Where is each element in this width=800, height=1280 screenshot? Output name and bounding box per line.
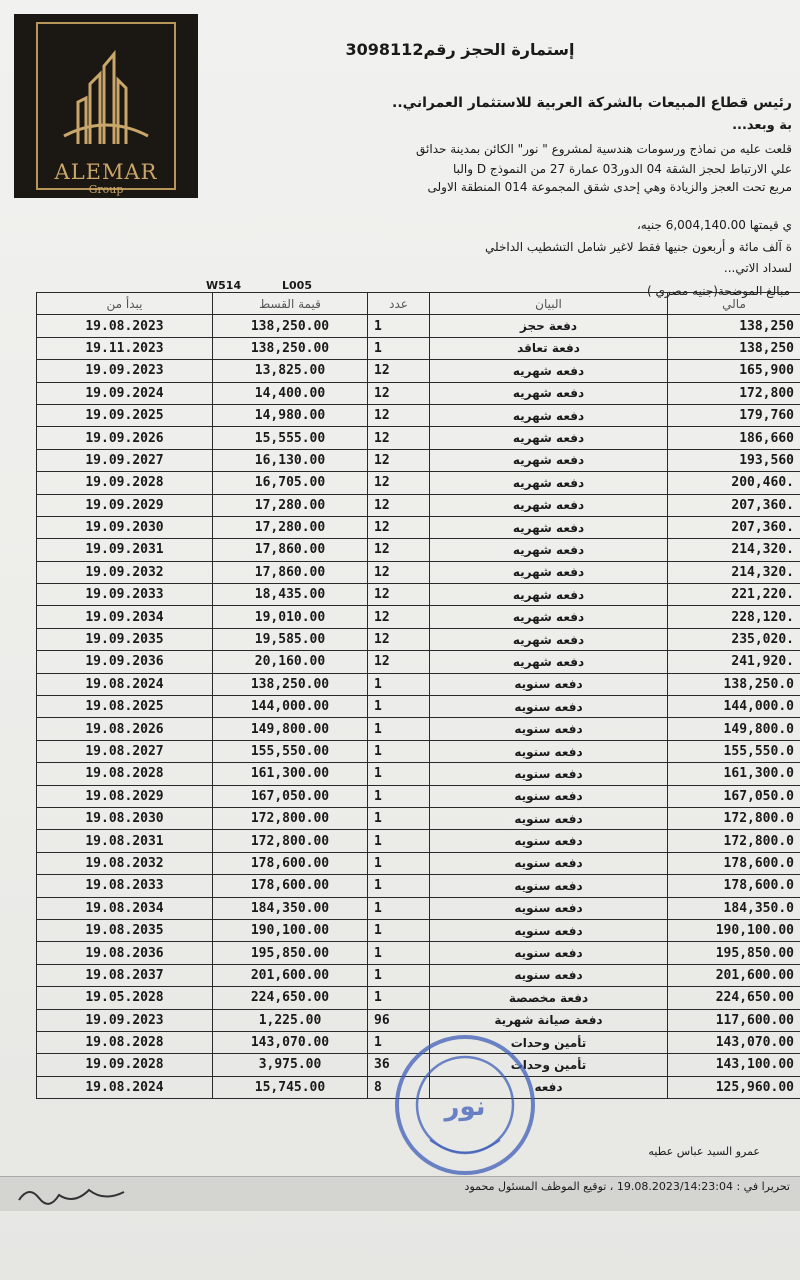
cell-statement: دفعه سنويه: [430, 763, 668, 785]
cell-total: 138,250: [668, 315, 800, 337]
cell-count: 12: [368, 427, 430, 449]
cell-count: 1: [368, 875, 430, 897]
cell-count: 1: [368, 785, 430, 807]
cell-statement: دفعه شهريه: [430, 516, 668, 538]
cell-installment: 224,650.00: [213, 987, 368, 1009]
cell-count: 96: [368, 1009, 430, 1031]
table-row: [37, 561, 800, 583]
cell-statement: دفعه شهريه: [430, 382, 668, 404]
cell-statement: دفعه شهريه: [430, 628, 668, 650]
cell-total: 221,220.: [668, 584, 800, 606]
cell-statement: دفعة صيانة شهرية: [430, 1009, 668, 1031]
cell-statement: دفعه سنويه: [430, 807, 668, 829]
cell-total: 228,120.: [668, 606, 800, 628]
table-row: [37, 651, 800, 673]
cell-statement: دفعه سنويه: [430, 830, 668, 852]
table-row: [37, 427, 800, 449]
cell-total: 138,250.0: [668, 673, 800, 695]
cell-total: 178,600.0: [668, 852, 800, 874]
cell-installment: 3,975.00: [213, 1054, 368, 1076]
cell-installment: 15,745.00: [213, 1076, 368, 1098]
col-header-installment: قيمة القسط: [213, 293, 368, 315]
cell-date: 19.09.2033: [37, 584, 213, 606]
cell-date: 19.09.2032: [37, 561, 213, 583]
header-line-3: قلعت عليه من نماذج ورسومات هندسية لمشروع " نور" الكائن بمدينة حدائق: [416, 142, 792, 156]
cell-statement: تأمين وحدات: [430, 1054, 668, 1076]
stamp-text: نور: [444, 1092, 486, 1122]
cell-total: 195,850.00: [668, 942, 800, 964]
table-row: [37, 942, 800, 964]
cell-statement: دفعه شهريه: [430, 449, 668, 471]
cell-date: 19.09.2031: [37, 539, 213, 561]
cell-count: 1: [368, 1031, 430, 1053]
cell-installment: 201,600.00: [213, 964, 368, 986]
cell-total: 149,800.0: [668, 718, 800, 740]
cell-installment: 1,225.00: [213, 1009, 368, 1031]
price-line-3: لسداد الاتي...: [723, 261, 792, 275]
cell-date: 19.09.2028: [37, 1054, 213, 1076]
table-row: [37, 360, 800, 382]
cell-count: 1: [368, 964, 430, 986]
cell-date: 19.08.2024: [37, 673, 213, 695]
cell-total: 125,960.00: [668, 1076, 800, 1098]
cell-date: 19.08.2024: [37, 1076, 213, 1098]
cell-date: 19.09.2023: [37, 360, 213, 382]
cell-statement: دفعه شهريه: [430, 360, 668, 382]
cell-date: 19.09.2034: [37, 606, 213, 628]
cell-date: 19.08.2032: [37, 852, 213, 874]
cell-statement: دفعه سنويه: [430, 919, 668, 941]
cell-count: 12: [368, 651, 430, 673]
cell-statement: دفعه شهريه: [430, 539, 668, 561]
cell-date: 19.08.2034: [37, 897, 213, 919]
cell-statement: دفعه سنويه: [430, 740, 668, 762]
cell-installment: 138,250.00: [213, 673, 368, 695]
cell-date: 19.08.2025: [37, 696, 213, 718]
cell-date: 19.09.2026: [37, 427, 213, 449]
col-header-count: عدد: [368, 293, 430, 315]
cell-total: 143,100.00: [668, 1054, 800, 1076]
cell-count: 1: [368, 696, 430, 718]
cell-total: 235,020.: [668, 628, 800, 650]
cell-installment: 19,010.00: [213, 606, 368, 628]
cell-date: 19.09.2029: [37, 494, 213, 516]
cell-statement: دفعه سنويه: [430, 785, 668, 807]
cell-count: 36: [368, 1054, 430, 1076]
cell-total: 190,100.00: [668, 919, 800, 941]
cell-installment: 14,980.00: [213, 404, 368, 426]
table-row: [37, 785, 800, 807]
price-line-1: ي قيمتها 6,004,140.00 جنيه،: [636, 218, 792, 232]
cell-total: 193,560: [668, 449, 800, 471]
cell-installment: 138,250.00: [213, 337, 368, 359]
cell-count: 1: [368, 852, 430, 874]
cell-installment: 161,300.00: [213, 763, 368, 785]
cell-installment: 15,555.00: [213, 427, 368, 449]
table-row: [37, 696, 800, 718]
cell-date: 19.08.2035: [37, 919, 213, 941]
table-row: [37, 584, 800, 606]
cell-statement: دفعه شهريه: [430, 561, 668, 583]
table-row: [37, 852, 800, 874]
cell-count: 12: [368, 628, 430, 650]
cell-count: 12: [368, 516, 430, 538]
cell-installment: 16,130.00: [213, 449, 368, 471]
alemar-logo: [14, 14, 198, 198]
cell-total: 161,300.0: [668, 763, 800, 785]
cell-count: 1: [368, 897, 430, 919]
cell-count: 1: [368, 740, 430, 762]
cell-count: 1: [368, 987, 430, 1009]
table-row: [37, 606, 800, 628]
cell-installment: 184,350.00: [213, 897, 368, 919]
cell-count: 12: [368, 472, 430, 494]
cell-statement: دفعه شهريه: [430, 404, 668, 426]
price-line-2: ة آلف مائة و أربعون جنيها فقط لاغير شامل التشطيب الداخلي: [485, 240, 792, 254]
table-row: [37, 539, 800, 561]
cell-statement: دفعه سنويه: [430, 875, 668, 897]
table-row: [37, 897, 800, 919]
cell-date: 19.11.2023: [37, 337, 213, 359]
table-row: [37, 673, 800, 695]
level-code: L005: [282, 279, 312, 292]
table-row: [37, 919, 800, 941]
cell-date: 19.08.2036: [37, 942, 213, 964]
form-title: إستمارة الحجز رقم3098112: [345, 40, 575, 59]
cell-count: 1: [368, 807, 430, 829]
cell-total: 224,650.00: [668, 987, 800, 1009]
brand-sub: Group: [88, 183, 124, 196]
employee-signature-name: عمرو السيد عباس عطيه: [648, 1145, 760, 1158]
cell-total: 172,800.0: [668, 807, 800, 829]
cell-total: 207,360.: [668, 516, 800, 538]
cell-installment: 17,280.00: [213, 494, 368, 516]
col-header-total: مالي: [668, 293, 800, 315]
cell-count: 1: [368, 718, 430, 740]
cell-total: 207,360.: [668, 494, 800, 516]
cell-count: 1: [368, 315, 430, 337]
cell-date: 19.08.2033: [37, 875, 213, 897]
cell-installment: 143,070.00: [213, 1031, 368, 1053]
cell-count: 1: [368, 337, 430, 359]
cell-total: 172,800.0: [668, 830, 800, 852]
cell-installment: 138,250.00: [213, 315, 368, 337]
table-row: [37, 337, 800, 359]
cell-count: 1: [368, 763, 430, 785]
header-line-2: بة وبعد...: [732, 118, 792, 133]
cell-count: 8: [368, 1076, 430, 1098]
cell-total: 138,250: [668, 337, 800, 359]
cell-count: 12: [368, 382, 430, 404]
col-header-statement: البيان: [430, 293, 668, 315]
table-row: [37, 516, 800, 538]
cell-statement: دفعه شهريه: [430, 494, 668, 516]
header-line-5: مربع تحت العجز والزيادة وهي إحدى شقق المجموعة 014 المنطقة الاولى: [427, 180, 792, 194]
cell-date: 19.08.2029: [37, 785, 213, 807]
cell-statement: دفعه سنويه: [430, 942, 668, 964]
cell-total: 214,320.: [668, 561, 800, 583]
col-header-date: يبدأ من: [37, 293, 213, 315]
cell-total: 165,900: [668, 360, 800, 382]
table-row: [37, 404, 800, 426]
cell-date: 19.09.2027: [37, 449, 213, 471]
cell-statement: دفعه سنويه: [430, 897, 668, 919]
cell-installment: 16,705.00: [213, 472, 368, 494]
cell-installment: 20,160.00: [213, 651, 368, 673]
cell-count: 12: [368, 561, 430, 583]
skyline-icon: [60, 44, 152, 154]
cell-statement: دفعه سنويه: [430, 718, 668, 740]
cell-statement: دفعه سنويه: [430, 673, 668, 695]
cell-total: 144,000.0: [668, 696, 800, 718]
cell-count: 1: [368, 830, 430, 852]
table-row: [37, 1009, 800, 1031]
brand-name: ALEMAR: [54, 160, 158, 184]
table-row: [37, 875, 800, 897]
cell-installment: 14,400.00: [213, 382, 368, 404]
cell-statement: دفعه سنويه: [430, 964, 668, 986]
cell-installment: 195,850.00: [213, 942, 368, 964]
cell-total: 172,800: [668, 382, 800, 404]
cell-total: 241,920.: [668, 651, 800, 673]
table-row: [37, 472, 800, 494]
cell-date: 19.09.2035: [37, 628, 213, 650]
cell-date: 19.08.2037: [37, 964, 213, 986]
cell-statement: دفعة حجز: [430, 315, 668, 337]
table-body: [37, 315, 800, 1099]
cell-total: 186,660: [668, 427, 800, 449]
cell-date: 19.05.2028: [37, 987, 213, 1009]
table-row: [37, 807, 800, 829]
cell-count: 12: [368, 539, 430, 561]
table-row: [37, 830, 800, 852]
cell-installment: 190,100.00: [213, 919, 368, 941]
cell-total: 178,600.0: [668, 875, 800, 897]
cell-count: 1: [368, 919, 430, 941]
cell-date: 19.09.2023: [37, 1009, 213, 1031]
cell-count: 12: [368, 606, 430, 628]
cell-count: 12: [368, 360, 430, 382]
cell-statement: تأمين وحدات: [430, 1031, 668, 1053]
cell-total: 155,550.0: [668, 740, 800, 762]
cell-installment: 167,050.00: [213, 785, 368, 807]
cell-statement: دفعه شهريه: [430, 472, 668, 494]
table-row: [37, 382, 800, 404]
cell-total: 167,050.0: [668, 785, 800, 807]
cell-statement: دفعه: [430, 1076, 668, 1098]
unit-code: W514: [206, 279, 242, 292]
cell-count: 1: [368, 942, 430, 964]
cell-installment: 18,435.00: [213, 584, 368, 606]
table-row: [37, 315, 800, 337]
cell-installment: 17,860.00: [213, 539, 368, 561]
handwritten-mark: [14, 1180, 134, 1210]
cell-statement: دفعه شهريه: [430, 427, 668, 449]
header-line-1: رئيس قطاع المبيعات بالشركة العربية للاستثمار العمراني..: [392, 95, 792, 111]
cell-statement: دفعه سنويه: [430, 852, 668, 874]
footer-text: تحريرا في : 19.08.2023/14:23:04 ، توقيع الموظف المسئول محمود: [464, 1180, 790, 1193]
cell-date: 19.09.2028: [37, 472, 213, 494]
cell-total: 200,460.: [668, 472, 800, 494]
cell-total: 117,600.00: [668, 1009, 800, 1031]
payment-schedule-table: [36, 292, 800, 1099]
cell-count: 1: [368, 673, 430, 695]
cell-date: 19.08.2027: [37, 740, 213, 762]
cell-statement: دفعة مخصصة: [430, 987, 668, 1009]
cell-count: 12: [368, 584, 430, 606]
table-header-row: [37, 293, 800, 315]
cell-count: 12: [368, 494, 430, 516]
cell-date: 19.09.2030: [37, 516, 213, 538]
cell-statement: دفعه شهريه: [430, 606, 668, 628]
cell-installment: 155,550.00: [213, 740, 368, 762]
cell-installment: 149,800.00: [213, 718, 368, 740]
table-row: [37, 494, 800, 516]
cell-total: 201,600.00: [668, 964, 800, 986]
cell-installment: 178,600.00: [213, 875, 368, 897]
cell-statement: دفعه سنويه: [430, 696, 668, 718]
cell-statement: دفعه شهريه: [430, 651, 668, 673]
cell-statement: دفعه شهريه: [430, 584, 668, 606]
cell-statement: دفعة تعاقد: [430, 337, 668, 359]
cell-installment: 17,280.00: [213, 516, 368, 538]
cell-installment: 172,800.00: [213, 830, 368, 852]
cell-date: 19.08.2026: [37, 718, 213, 740]
table-row: [37, 449, 800, 471]
cell-count: 12: [368, 449, 430, 471]
cell-date: 19.09.2024: [37, 382, 213, 404]
table-row: [37, 628, 800, 650]
cell-total: 143,070.00: [668, 1031, 800, 1053]
company-stamp: [390, 1030, 540, 1180]
cell-installment: 19,585.00: [213, 628, 368, 650]
table-row: [37, 718, 800, 740]
cell-installment: 172,800.00: [213, 807, 368, 829]
cell-installment: 17,860.00: [213, 561, 368, 583]
cell-total: 184,350.0: [668, 897, 800, 919]
amounts-caption: مبالغ الموضحة(جنيه مصري ): [647, 284, 790, 298]
cell-total: 179,760: [668, 404, 800, 426]
cell-date: 19.08.2028: [37, 763, 213, 785]
table-row: [37, 740, 800, 762]
cell-count: 12: [368, 404, 430, 426]
cell-date: 19.08.2023: [37, 315, 213, 337]
cell-installment: 178,600.00: [213, 852, 368, 874]
cell-total: 214,320.: [668, 539, 800, 561]
cell-installment: 13,825.00: [213, 360, 368, 382]
table-row: [37, 964, 800, 986]
cell-date: 19.09.2036: [37, 651, 213, 673]
table-row: [37, 763, 800, 785]
table-row: [37, 987, 800, 1009]
cell-date: 19.08.2028: [37, 1031, 213, 1053]
cell-installment: 144,000.00: [213, 696, 368, 718]
cell-date: 19.09.2025: [37, 404, 213, 426]
header-line-4: علي الارتباط لحجز الشقة 04 الدور03 عمارة 27 من النموذج D والبا: [452, 162, 792, 176]
cell-date: 19.08.2030: [37, 807, 213, 829]
cell-date: 19.08.2031: [37, 830, 213, 852]
